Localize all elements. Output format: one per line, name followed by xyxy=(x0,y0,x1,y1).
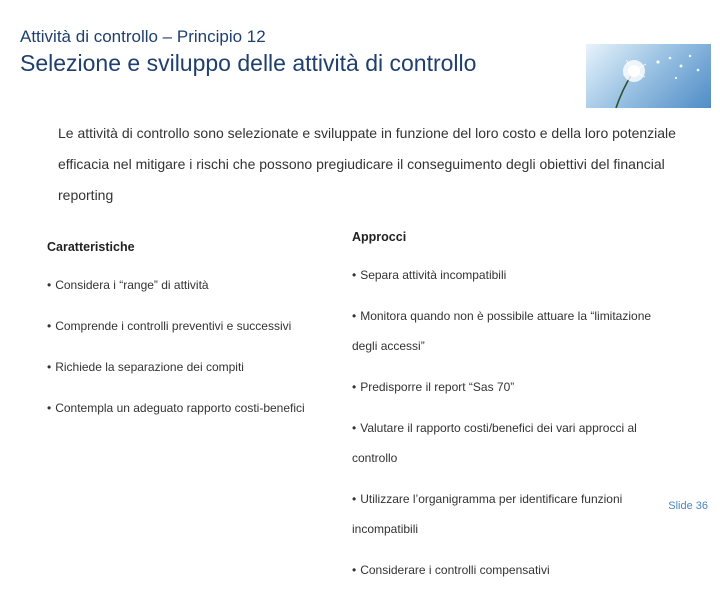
list-item-text: Monitora quando non è possibile attuare la “limitazione degli accessi” xyxy=(352,309,652,353)
slide-title: Selezione e sviluppo delle attività di controllo xyxy=(20,50,477,76)
bullet: • xyxy=(352,563,357,577)
bullet: • xyxy=(352,492,357,506)
dandelion-icon xyxy=(586,44,711,108)
approaches-column xyxy=(352,230,652,596)
bullet: • xyxy=(47,278,52,292)
list-item xyxy=(352,301,652,361)
list-item xyxy=(352,555,652,585)
list-item-text: Considera i “range” di attività xyxy=(55,278,209,292)
characteristics-column xyxy=(47,230,317,434)
list-item-text: Utilizzare l’organigramma per identificare funzioni incompatibili xyxy=(352,492,623,536)
list-item xyxy=(352,372,652,402)
list-item xyxy=(352,484,652,544)
bullet: • xyxy=(352,268,357,282)
intro-paragraph: Le attività di controllo sono selezionate e sviluppate in funzione del loro costo e della loro potenziale efficacia nel mitigare i rischi che possono pregiudicare il conseguimento degli obiettivi del financial reporting xyxy=(58,125,676,203)
list-item xyxy=(47,352,317,382)
list-item xyxy=(47,311,317,341)
bullet: • xyxy=(352,309,357,323)
bullet: • xyxy=(47,401,52,415)
approaches-heading: Approcci xyxy=(352,230,407,244)
slide-subtitle: Attività di controllo – Principio 12 xyxy=(20,27,266,46)
list-item-text: Valutare il rapporto costi/benefici dei vari approcci al controllo xyxy=(352,421,637,465)
bullet: • xyxy=(352,380,357,394)
list-item-text: Considerare i controlli compensativi xyxy=(360,563,550,577)
list-item-text: Richiede la separazione dei compiti xyxy=(55,360,244,374)
bullet: • xyxy=(352,421,357,435)
list-item-text: Separa attività incompatibili xyxy=(360,268,507,282)
bullet: • xyxy=(47,319,52,333)
bullet: • xyxy=(47,360,52,374)
list-item-text: Comprende i controlli preventivi e successivi xyxy=(55,319,292,333)
characteristics-heading: Caratteristiche xyxy=(47,240,135,254)
list-item-text: Predisporre il report “Sas 70” xyxy=(360,380,515,394)
list-item xyxy=(47,270,317,300)
list-item-text: Contempla un adeguato rapporto costi-benefici xyxy=(55,401,305,415)
list-item xyxy=(352,260,652,290)
list-item xyxy=(352,413,652,473)
dandelion-image xyxy=(586,44,711,108)
list-item xyxy=(47,393,317,423)
slide-number: Slide 36 xyxy=(668,500,708,512)
